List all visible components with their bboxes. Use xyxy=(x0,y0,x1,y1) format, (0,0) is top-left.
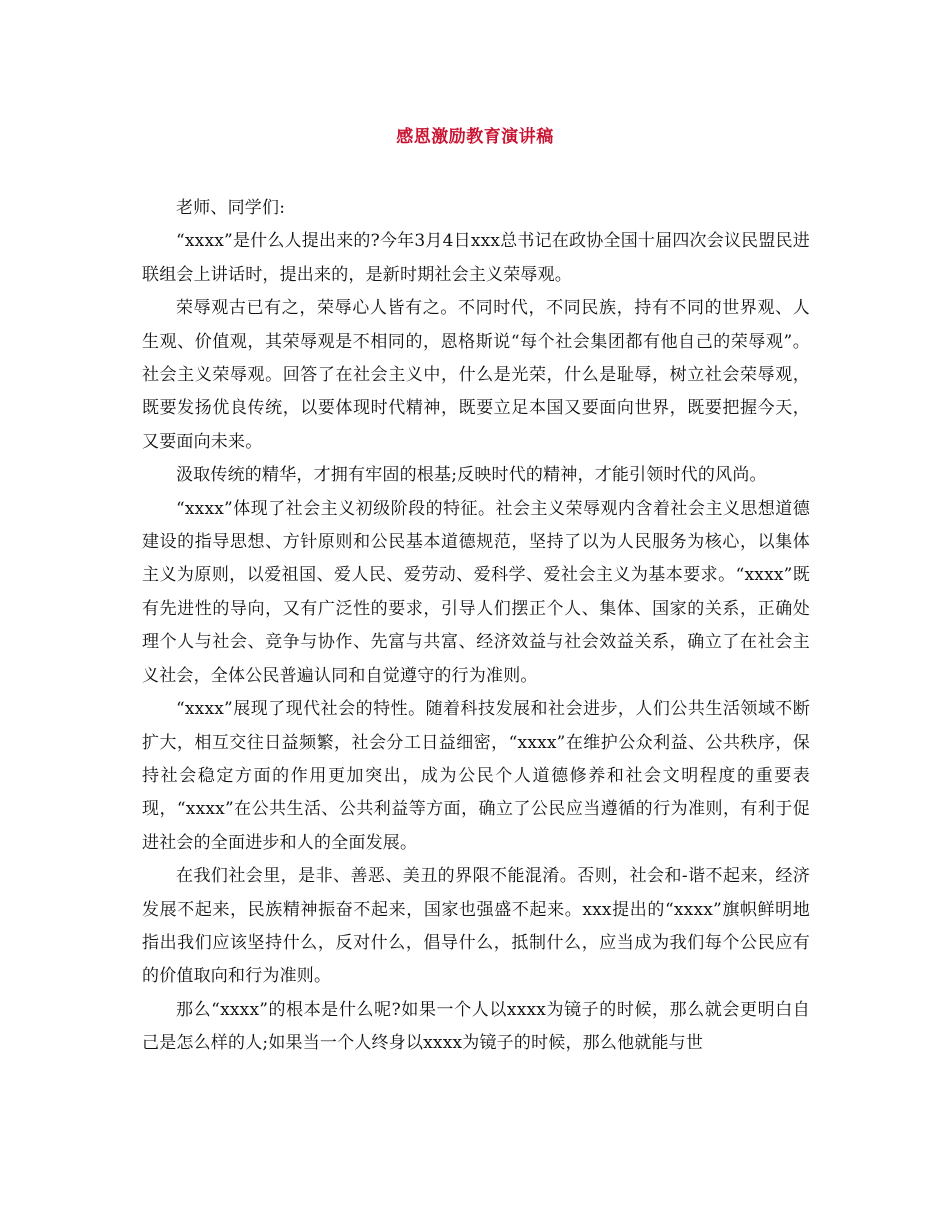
document-body xyxy=(142,192,810,1061)
paragraph: 荣辱观古已有之，荣辱心人皆有之。不同时代，不同民族，持有不同的世界观、人生观、价值观，其荣辱观是不相同的，恩格斯说“每个社会集团都有他自己的荣辱观”。社会主义荣辱观。回答了在社会主义中，什么是光荣，什么是耻辱，树立社会荣辱观，既要发扬优良传统，以要体现时代精神，既要立足本国又要面向世界，既要把握今天，又要面向未来。 xyxy=(142,298,810,452)
paragraph-salutation: 老师、同学们: xyxy=(176,198,286,218)
paragraph: 在我们社会里，是非、善恶、美丑的界限不能混淆。否则，社会和-谐不起来，经济发展不起来，民族精神振奋不起来，国家也强盛不起来。xxx提出的“xxxx”旗帜鲜明地指出我们应该坚持什么，反对什么，倡导什么，抵制什么，应当成为我们每个公民应有的价值取向和行为准则。 xyxy=(142,866,810,987)
paragraph: “xxxx”体现了社会主义初级阶段的特征。社会主义荣辱观内含着社会主义思想道德建设的指导思想、方针原则和公民基本道德规范，坚持了以为人民服务为核心，以集体主义为原则，以爱祖国、爱人民、爱劳动、爱科学、爱社会主义为基本要求。“xxxx”既有先进性的导向，又有广泛性的要求，引导人们摆正个人、集体、国家的关系，正确处理个人与社会、竞争与协作、先富与共富、经济效益与社会效益关系，确立了在社会主义社会，全体公民普遍认同和自觉遵守的行为准则。 xyxy=(142,498,810,686)
paragraph: 汲取传统的精华，才拥有牢固的根基;反映时代的精神，才能引领时代的风尚。 xyxy=(176,465,767,486)
paragraph: 那么“xxxx”的根本是什么呢?如果一个人以xxxx为镜子的时候，那么就会更明白自己是怎么样的人;如果当一个人终身以xxxx为镜子的时候，那么他就能与世 xyxy=(142,999,810,1054)
paragraph: “xxxx”展现了现代社会的特性。随着科技发展和社会进步，人们公共生活领域不断扩大，相互交往日益频繁，社会分工日益细密，“xxxx”在维护公众利益、公共秩序，保持社会稳定方面的作用更加突出，成为公民个人道德修养和社会文明程度的重要表现，“xxxx”在公共生活、公共利益等方面，确立了公民应当遵循的行为准则，有利于促进社会的全面进步和人的全面发展。 xyxy=(142,699,810,853)
document-title: 感恩激励教育演讲稿 xyxy=(396,127,554,147)
paragraph: “xxxx”是什么人提出来的?今年3月4日xxx总书记在政协全国十届四次会议民盟民进联组会上讲话时，提出来的，是新时期社会主义荣辱观。 xyxy=(142,231,810,285)
